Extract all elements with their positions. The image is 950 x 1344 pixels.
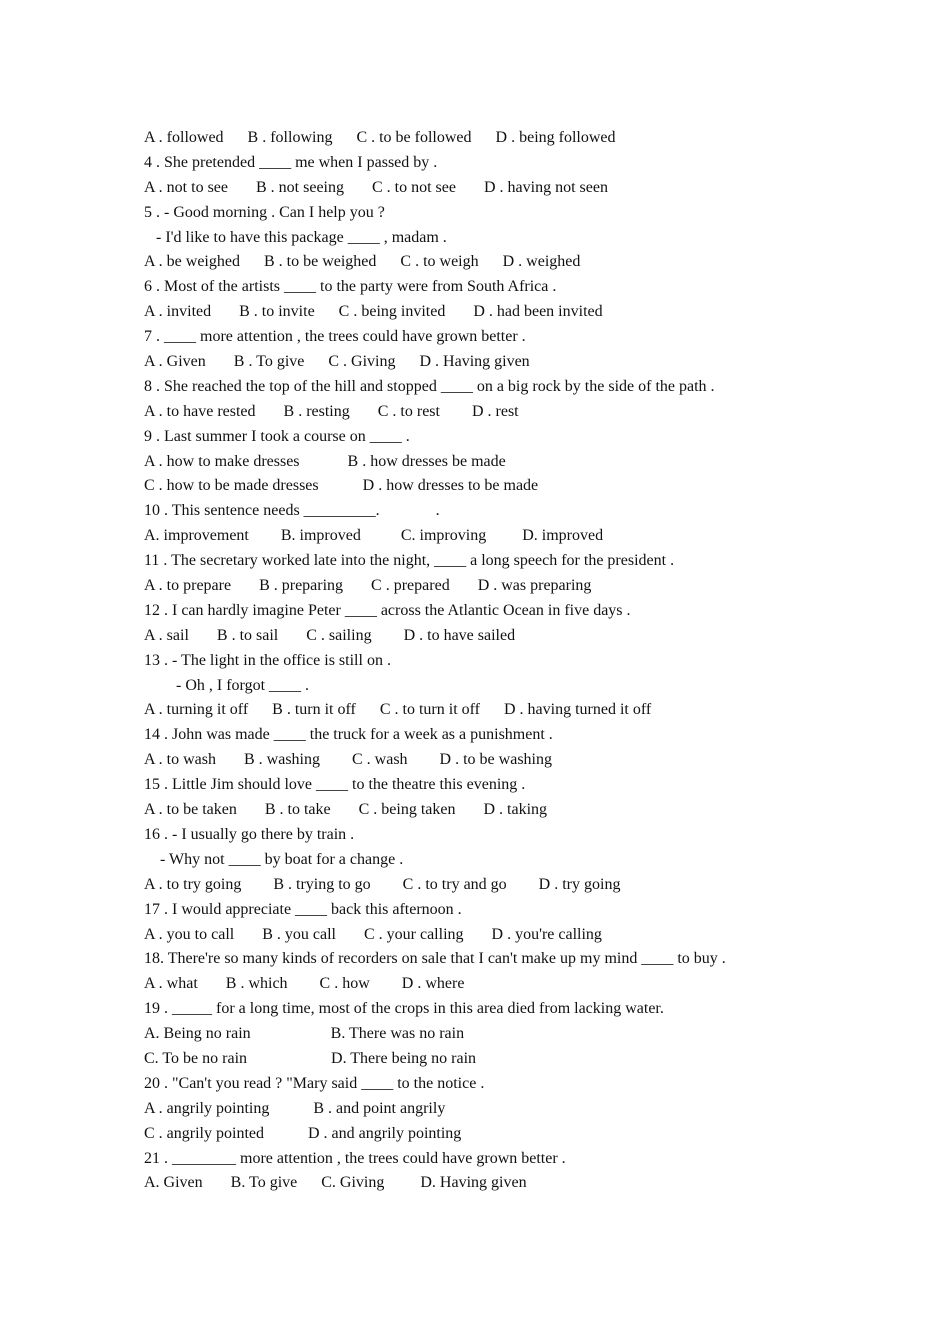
text-line: A . followed B . following C . to be followed D . being followed	[144, 129, 616, 146]
text-line: 10 . This sentence needs _________. .	[144, 502, 440, 520]
exercise-text	[144, 126, 844, 1196]
text-line: A . to wash B . washing C . wash D . to be washing	[144, 751, 552, 769]
text-line: 4 . She pretended ____ me when I passed by .	[144, 153, 438, 171]
text-line: A. Given B. To give C. Giving D. Having given	[144, 1174, 527, 1192]
text-line: 15 . Little Jim should love ____ to the theatre this evening .	[144, 776, 526, 794]
text-line: 5 . - Good morning . Can I help you ?	[144, 203, 385, 221]
text-line: - I'd like to have this package ____ , madam .	[144, 228, 447, 246]
text-line: A . sail B . to sail C . sailing D . to have sailed	[144, 626, 516, 644]
text-line: 12 . I can hardly imagine Peter ____ across the Atlantic Ocean in five days .	[144, 601, 631, 619]
text-line: A . turning it off B . turn it off C . to turn it off D . having turned it off	[144, 701, 652, 719]
text-line: 6 . Most of the artists ____ to the party were from South Africa .	[144, 278, 557, 296]
text-line: 11 . The secretary worked late into the night, ____ a long speech for the president .	[144, 552, 675, 570]
text-line: 9 . Last summer I took a course on ____ .	[144, 427, 410, 445]
text-line: - Oh , I forgot ____ .	[144, 676, 310, 694]
text-line: - Why not ____ by boat for a change .	[144, 850, 404, 868]
text-line: C. To be no rain D. There being no rain	[144, 1049, 477, 1067]
text-line: A. improvement B. improved C. improving D. improved	[144, 527, 604, 545]
text-line: 18. There're so many kinds of recorders on sale that I can't make up my mind ____ to buy .	[144, 950, 726, 968]
text-line: 21 . ________ more attention , the trees could have grown better .	[144, 1149, 566, 1167]
text-line: 7 . ____ more attention , the trees could have grown better .	[144, 328, 526, 346]
text-line: 8 . She reached the top of the hill and stopped ____ on a big rock by the side of the path .	[144, 377, 715, 395]
text-line: 17 . I would appreciate ____ back this afternoon .	[144, 900, 462, 918]
text-line: 19 . _____ for a long time, most of the crops in this area died from lacking water.	[144, 1000, 664, 1018]
text-line: A . not to see B . not seeing C . to not see D . having not seen	[144, 178, 608, 196]
text-line: A. Being no rain B. There was no rain	[144, 1025, 465, 1043]
text-line: 16 . - I usually go there by train .	[144, 825, 355, 843]
text-line: A . what B . which C . how D . where	[144, 975, 465, 993]
text-line: A . to prepare B . preparing C . prepared D . was preparing	[144, 577, 592, 595]
text-line: A . to have rested B . resting C . to rest D . rest	[144, 402, 519, 420]
text-line: 20 . "Can't you read ? "Mary said ____ to the notice .	[144, 1074, 485, 1092]
text-line: 13 . - The light in the office is still on .	[144, 651, 391, 669]
text-line: A . invited B . to invite C . being invited D . had been invited	[144, 303, 603, 321]
text-line: 14 . John was made ____ the truck for a week as a punishment .	[144, 726, 553, 744]
text-line: A . how to make dresses B . how dresses be made	[144, 452, 506, 470]
text-line: A . Given B . To give C . Giving D . Having given	[144, 353, 530, 371]
text-line: A . to be taken B . to take C . being taken D . taking	[144, 801, 548, 819]
text-line: C . how to be made dresses D . how dresses to be made	[144, 477, 539, 495]
text-line: A . angrily pointing B . and point angrily	[144, 1099, 446, 1117]
text-line: C . angrily pointed D . and angrily pointing	[144, 1124, 462, 1142]
text-line: A . you to call B . you call C . your calling D . you're calling	[144, 925, 602, 943]
text-line: A . be weighed B . to be weighed C . to weigh D . weighed	[144, 253, 581, 271]
text-line: A . to try going B . trying to go C . to try and go D . try going	[144, 875, 621, 893]
